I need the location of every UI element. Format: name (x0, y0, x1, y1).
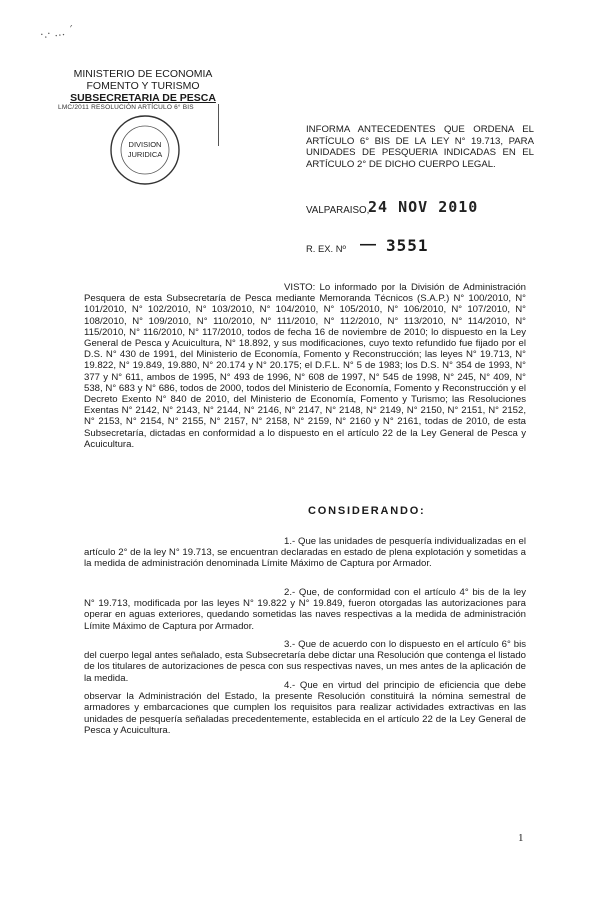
paragraph-text: 2.- Que, de conformidad con el artículo 4° bis de la ley N° 19.713, modificada por las leyes N° 19.822 y N° 19.849, fueron otorgadas las autorizaciones para operar en aguas exteriores, quedando sometidas las naves respectivas a la medida de administración Límite Máximo de Captura por Armador. (84, 587, 526, 632)
visto-text: VISTO: Lo informado por la División de Administración Pesquera de esta Subsecretaría de Pesca mediante Memoranda Técnicos (S.A.P.) N° 100/2010, N° 101/2010, N° 102/2010, N° 103/2010, N° 104/2010, N° 105/2010, N° 106/2010, N° 107/2010, N° 108/2010, N° 109/2010, N° 110/2010, N° 111/2010, N° 112/2010, N° 113/2010, N° 114/2010, N° 115/2010, N° 116/2010, N° 117/2010, todos de fecha 16 de noviembre de 2010; lo dispuesto en la Ley General de Pesca y Acuicultura, N° 18.892, y sus modificaciones, cuyo texto refundido fue fijado por el D.S. N° 430 de 1991, del Ministerio de Economía, Fomento y Reconstrucción; las leyes N° 19.713, N° 19.822, N° 19.849, 19.880, N° 20.174 y N° 20.175; el D.F.L. N° 5 de 1983; los D.S. N° 354 de 1993, N° 377 y N° 611, ambos de 1995, N° 493 de 1996, N° 608 de 1997, N° 545 de 1998, N° 245, N° 409, N° 538, N° 683 y N° 686, todos de 2000, todos del Ministerio de Economía, Fomento y Reconstrucción y el Decreto Exento N° 840 de 2010, del Ministerio de Economía, Fomento y Turismo; las Resoluciones Exentas N° 2142, N° 2143, N° 2144, N° 2146, N° 2147, N° 2148, N° 2149, N° 2150, N° 2151, N° 2152, N° 2153, N° 2154, N° 2155, N° 2157, N° 2158, N° 2159, N° 2160 y N° 2161, todas de 2010, de esta Subsecretaría, dictadas en conformidad a lo dispuesto en el artículo 22 de la Ley General de Pesca y Acuicultura. (84, 282, 526, 450)
considerando-heading: CONSIDERANDO: (308, 505, 426, 517)
division-juridica-stamp (108, 113, 182, 187)
considerando-paragraph-3 (84, 639, 526, 684)
considerando-paragraph-4 (84, 680, 526, 736)
resolution-label: R. EX. Nº (306, 243, 346, 254)
ministry-name: MINISTERIO DE ECONOMIA (73, 68, 213, 80)
handwritten-mark: ·.· … ´ (39, 23, 75, 42)
resolution-dash: — (360, 236, 376, 253)
resolution-summary: INFORMA ANTECEDENTES QUE ORDENA EL ARTÍCULO 6° BIS DE LA LEY N° 19.713, PARA UNIDADES DE PESQUERIA INDICADAS EN EL ARTÍCULO 2° DE DICHO CUERPO LEGAL. (306, 124, 534, 170)
resolution-number: 3551 (386, 236, 429, 255)
place-label: VALPARAISO, (306, 205, 370, 216)
paragraph-text: 1.- Que las unidades de pesquería individualizadas en el artículo 2° de la ley N° 19.713, se encuentran declaradas en estado de plena explotación y sometidas a la medida de administración denominada Límite Máximo de Captura por Armador. (84, 536, 526, 570)
stamp-text-line1: DIVISION (128, 140, 162, 149)
considerando-paragraph-1 (84, 536, 526, 570)
paragraph-text: 4.- Que en virtud del principio de eficiencia que debe observar la Administración del Estado, la presente Resolución constituirá la nómina semestral de armadores y embarcaciones que cumplen los requisitos para realizar actividades extractivas en las unidades de pesquería señaladas precedentemente, establecida en el artículo 22 de la Ley General de Pesca y Acuicultura. (84, 680, 526, 736)
reference-line: LMC/2011 RESOLUCIÓN ARTÍCULO 6° BIS (58, 104, 194, 111)
considerando-paragraph-2 (84, 587, 526, 632)
stamp-text-line2: JURIDICA (127, 150, 163, 159)
date-stamp: 24 NOV 2010 (368, 198, 479, 216)
letterhead (68, 68, 218, 104)
margin-line (218, 104, 219, 146)
paragraph-text: 3.- Que de acuerdo con lo dispuesto en el artículo 6° bis del cuerpo legal antes señalado, esta Subsecretaría debe dictar una Resolución que contenga el listado de los titulares de autorizaciones de pesca con sus respectivas naves, un mes antes de la aplicación de la medida. (84, 639, 526, 684)
visto-paragraph (84, 282, 526, 450)
subsecretaria-name: SUBSECRETARIA DE PESCA (70, 92, 216, 104)
page-number: 1 (518, 832, 524, 844)
ministry-subname: FOMENTO Y TURISMO (86, 80, 200, 92)
